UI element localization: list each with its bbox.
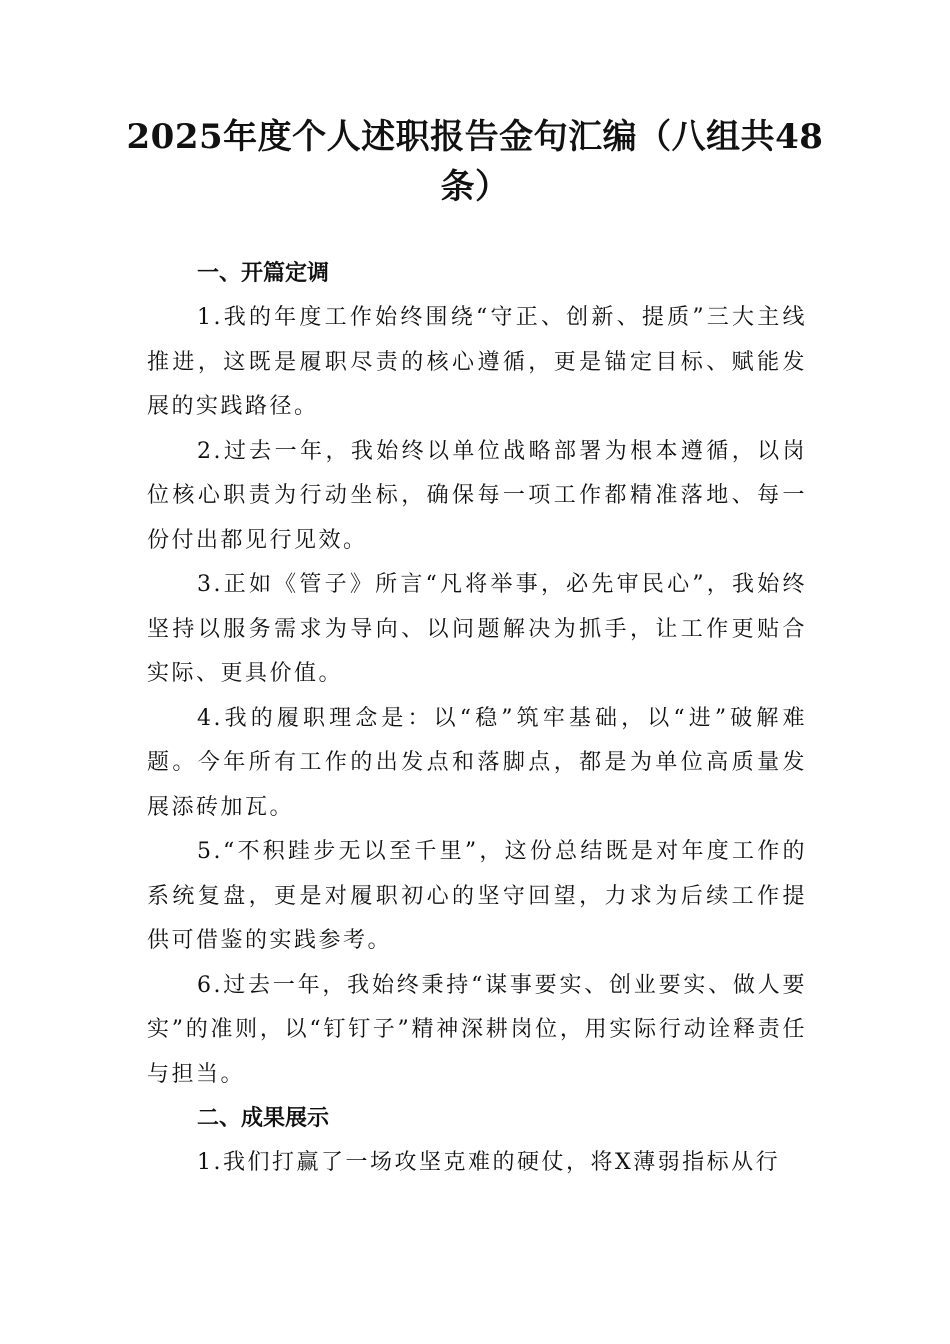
- section-heading: 二、成果展示: [197, 1106, 330, 1131]
- paragraph: 5.“不积跬步无以至千里”，这份总结既是对年度工作的系统复盘，更是对履职初心的坚守回望，力求为后续工作提供可借鉴的实践参考。: [147, 839, 807, 953]
- document-title: 2025年度个人述职报告金句汇编（八组共48条）: [126, 117, 824, 207]
- paragraph: 1.我的年度工作始终围绕“守正、创新、提质”三大主线推进，这既是履职尽责的核心遵循，更是锚定目标、赋能发展的实践路径。: [147, 305, 807, 419]
- section-heading: 一、开篇定调: [197, 261, 330, 286]
- paragraph: 1.我们打赢了一场攻坚克难的硬仗，将X薄弱指标从行: [197, 1150, 781, 1175]
- paragraph: 6.过去一年，我始终秉持“谋事要实、创业要实、做人要实”的准则，以“钉钉子”精神深耕岗位，用实际行动诠释责任与担当。: [147, 972, 807, 1087]
- paragraph: 3.正如《管子》所言“凡将举事，必先审民心”，我始终坚持以服务需求为导向、以问题解决为抓手，让工作更贴合实际、更具价值。: [147, 572, 807, 686]
- paragraph: 4.我的履职理念是：以“稳”筑牢基础，以“进”破解难题。今年所有工作的出发点和落脚点，都是为单位高质量发展添砖加瓦。: [147, 705, 807, 820]
- document-body: [147, 252, 807, 1186]
- paragraph: 2.过去一年，我始终以单位战略部署为根本遵循，以岗位核心职责为行动坐标，确保每一项工作都精准落地、每一份付出都见行见效。: [147, 438, 807, 553]
